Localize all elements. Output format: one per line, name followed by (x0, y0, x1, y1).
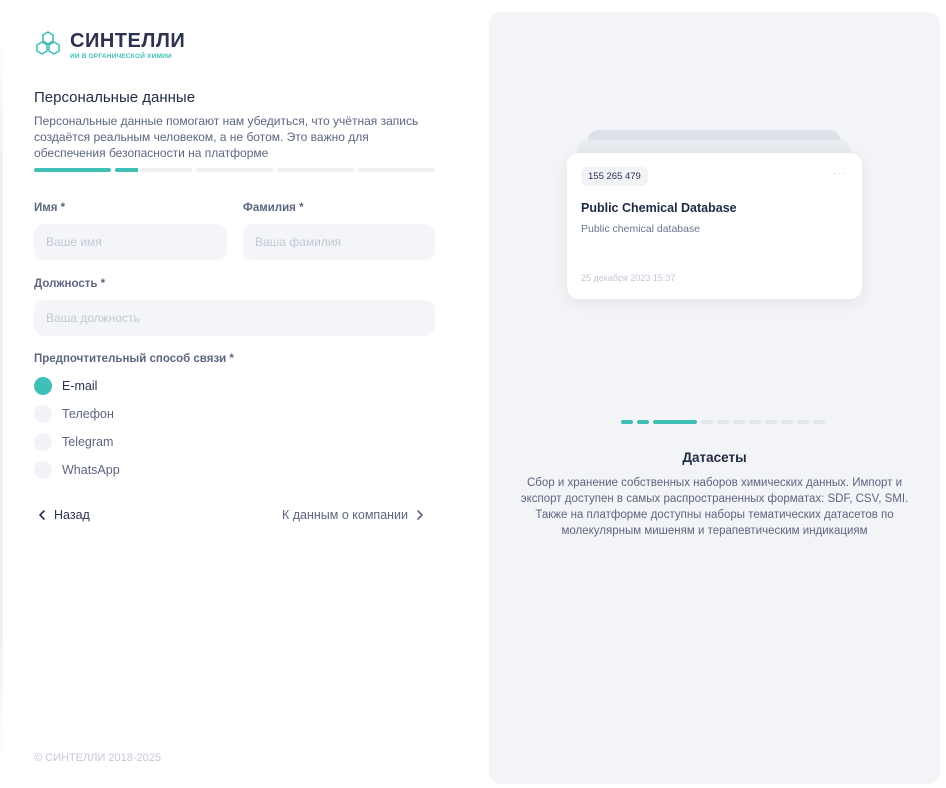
contact-option-label: Telegram (62, 435, 114, 449)
step-progress (34, 168, 435, 172)
progress-segment (358, 168, 435, 172)
dataset-date: 25 декабря 2023 15:37 (581, 273, 676, 283)
radio-icon[interactable] (34, 433, 52, 451)
slide-dot[interactable] (717, 420, 729, 424)
hexagon-logo-icon (34, 30, 62, 60)
brand-logo[interactable] (34, 30, 185, 60)
dataset-title: Public Chemical Database (581, 201, 737, 215)
last-name-input[interactable] (243, 224, 435, 260)
position-label: Должность * (34, 278, 106, 290)
dataset-card (567, 153, 862, 299)
slide-dot[interactable] (813, 420, 825, 424)
brand-tagline: ИИ В ОРГАНИЧЕСКОЙ ХИМИИ (70, 52, 172, 60)
first-name-label: Имя * (34, 202, 66, 214)
slide-dot[interactable] (701, 420, 713, 424)
feature-showcase (489, 12, 940, 784)
next-button[interactable] (282, 508, 426, 522)
dataset-subtitle: Public chemical database (581, 223, 701, 235)
contact-method-label: Предпочтительный способ связи * (34, 353, 234, 365)
contact-option-telegram[interactable] (34, 433, 113, 451)
more-options-icon: ··· (833, 168, 846, 179)
feature-description: Сбор и хранение собственных наборов химических данных. Импорт и экспорт доступен в самых распространенных форматах: SDF, CSV, SMI. Также на платформе доступны наборы тематических датасетов по молекулярным мишеням и терапевтическим индикациям (520, 477, 909, 537)
radio-icon[interactable] (34, 461, 52, 479)
slide-dot[interactable] (621, 420, 633, 424)
contact-option-phone[interactable] (34, 405, 114, 423)
contact-option-whatsapp[interactable] (34, 461, 120, 479)
progress-segment (115, 168, 192, 172)
back-button[interactable] (36, 508, 90, 522)
page-title: Персональные данные (34, 89, 196, 106)
copyright: © СИНТЕЛЛИ 2018-2025 (34, 752, 162, 764)
back-button-label: Назад (54, 508, 90, 522)
feature-title: Датасеты (682, 450, 747, 465)
progress-segment (277, 168, 354, 172)
progress-segment (34, 168, 111, 172)
form-panel (0, 0, 470, 788)
first-name-input[interactable] (34, 224, 227, 260)
page-description: Персональные данные помогают нам убедиться, что учётная запись создаётся реальным человеком, а не ботом. Это важно для обеспечения безопасности на платформе (34, 114, 419, 160)
chevron-left-icon (36, 509, 48, 521)
chevron-right-icon (414, 509, 426, 521)
brand-name: СИНТЕЛЛИ (70, 29, 186, 52)
contact-option-label: E-mail (62, 379, 98, 393)
slide-dot[interactable] (781, 420, 793, 424)
slide-dot[interactable] (797, 420, 809, 424)
contact-option-label: WhatsApp (62, 463, 120, 477)
next-button-label: К данным о компании (282, 508, 409, 522)
slide-dot[interactable] (637, 420, 649, 424)
last-name-label: Фамилия * (243, 202, 304, 214)
slide-dot[interactable] (733, 420, 745, 424)
slide-indicator (621, 420, 825, 424)
contact-option-label: Телефон (62, 407, 114, 421)
slide-dot[interactable] (749, 420, 761, 424)
position-input[interactable] (34, 300, 435, 336)
radio-icon[interactable] (34, 405, 52, 423)
radio-selected-icon[interactable] (34, 377, 52, 395)
panel-edge (0, 30, 3, 770)
dataset-id-badge: 155 265 479 (581, 167, 648, 186)
contact-option-email[interactable] (34, 377, 97, 395)
progress-segment (196, 168, 273, 172)
slide-dot[interactable] (765, 420, 777, 424)
slide-dot-active[interactable] (653, 420, 697, 424)
